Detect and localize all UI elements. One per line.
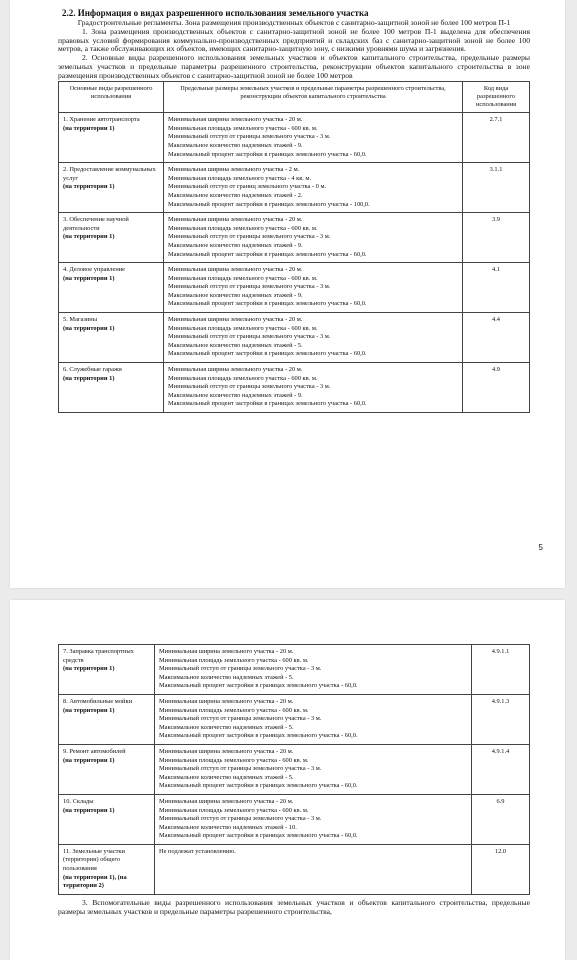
land-use-table-page-1 [58, 81, 530, 413]
parameter-line: Максимальное количество надземных этажей - 5. [159, 723, 294, 731]
table-header-row [59, 81, 530, 113]
territory-label: (на территории 1) [63, 806, 115, 814]
table-row [59, 213, 530, 263]
parameters-cell [155, 744, 472, 794]
page-1-content [58, 8, 530, 413]
parameter-line: Минимальный отступ от границ земельного участка - 0 м. [168, 183, 327, 191]
parameter-line: Максимальное количество надземных этажей - 9. [168, 241, 303, 249]
parameter-line: Максимальный процент застройки в границах земельного участка - 60,0. [168, 150, 367, 158]
parameter-line: Минимальная ширина земельного участка - 20 м. [168, 216, 303, 224]
use-type-cell [59, 794, 155, 844]
parameter-line: Максимальный процент застройки в границах земельного участка - 60,0. [168, 300, 367, 308]
parameter-line: Минимальная ширина земельного участка - 20 м. [159, 747, 294, 755]
use-type-cell [59, 694, 155, 744]
parameter-line: Минимальный отступ от границы земельного участка - 3 м. [159, 665, 322, 673]
parameter-line: Минимальная ширина земельного участка - 20 м. [168, 366, 303, 374]
use-code-cell: 12.0 [472, 844, 530, 894]
parameter-line: Минимальный отступ от границы земельного участка - 3 м. [168, 283, 331, 291]
parameters-cell [164, 313, 463, 363]
use-type-cell [59, 645, 155, 695]
table-row [59, 363, 530, 413]
parameter-line: Минимальная площадь земельного участка - 600 кв. м. [159, 656, 309, 664]
table-row [59, 263, 530, 313]
parameter-line: Минимальная площадь земельного участка - 600 кв. м. [168, 224, 318, 232]
parameters-cell [164, 163, 463, 213]
use-type-cell [59, 163, 164, 213]
parameter-line: Максимальное количество надземных этажей - 5. [168, 341, 303, 349]
use-code-cell: 3.1.1 [463, 163, 530, 213]
parameter-line: Минимальная ширина земельного участка - 20 м. [168, 116, 303, 124]
use-type-name: 6. Служебные гаражи [63, 366, 122, 374]
use-type-name: 4. Деловое управление [63, 266, 126, 274]
parameter-line: Минимальная площадь земельного участка - 600 кв. м. [168, 374, 318, 382]
parameter-line: Максимальный процент застройки в границах земельного участка - 60,0. [159, 682, 358, 690]
use-type-name: 9. Ремонт автомобилей [63, 747, 126, 755]
use-code-cell: 6.9 [472, 794, 530, 844]
territory-label: (на территории 1), (на территории 2) [63, 873, 127, 890]
use-type-name: 7. Заправка транспортных средств [63, 648, 134, 664]
table-row [59, 163, 530, 213]
parameter-line: Максимальное количество надземных этажей - 5. [159, 773, 294, 781]
use-code-cell: 4.4 [463, 313, 530, 363]
parameter-line: Максимальное количество надземных этажей - 10. [159, 823, 297, 831]
parameter-line: Максимальный процент застройки в границах земельного участка - 60,0. [168, 350, 367, 358]
header-code: Код вида разрешенного использования [463, 81, 530, 113]
parameter-line: Минимальная площадь земельного участка - 4 кв. м. [168, 174, 312, 182]
parameters-cell [164, 213, 463, 263]
territory-label: (на территории 1) [63, 665, 115, 673]
table-row [59, 113, 530, 163]
page-number: 5 [538, 543, 543, 552]
parameter-line: Минимальная ширина земельного участка - 20 м. [159, 797, 294, 805]
territory-label: (на территории 1) [63, 233, 115, 241]
use-code-cell: 2.7.1 [463, 113, 530, 163]
use-type-cell [59, 363, 164, 413]
parameter-line: Минимальная ширина земельного участка - 20 м. [168, 266, 303, 274]
use-type-name: 1. Хранение автотранспорта [63, 116, 140, 124]
use-code-cell: 4.9.1.1 [472, 645, 530, 695]
zone-description-paragraph: 1. Зона размещения производственных объектов с санитарно-защитной зоной не более 100 метров П-1 выделена для обеспечения правовых условий формирования коммунально-производственных предприятий и складских баз с санитарно-защитной зоной не более 100 метров, а также обслуживающих их объектов, имеющих санитарно-защитную зону, с низкими уровнями шума и загрязнения. [58, 26, 530, 54]
use-type-name: 2. Предоставление коммунальных услуг [63, 166, 156, 182]
parameter-line: Максимальный процент застройки в границах земельного участка - 60,0. [159, 732, 358, 740]
use-type-cell [59, 744, 155, 794]
parameter-line: Максимальный процент застройки в границах земельного участка - 60,0. [159, 782, 358, 790]
parameter-line: Минимальный отступ от границы земельного участка - 3 м. [168, 383, 331, 391]
regulations-paragraph: Градостроительные регламенты. Зона размещения производственных объектов с санитарно-защитной зоной не более 100 метров П-1 [77, 18, 511, 27]
table-row [59, 313, 530, 363]
parameter-line: Минимальная площадь земельного участка - 600 кв. м. [168, 124, 318, 132]
territory-label: (на территории 1) [63, 183, 115, 191]
table-row [59, 744, 530, 794]
use-code-cell: 3.9 [463, 213, 530, 263]
use-type-cell [59, 844, 155, 894]
main-uses-paragraph: 2. Основные виды разрешенного использования земельных участков и объектов капитального строительства, предельные размеры земельных участков и предельные параметры разрешенного строительства, реконструкции объектов капитального строительства в зоне размещения производственных объектов с санитарно-защитной зоной не более 100 метров [58, 53, 530, 80]
parameter-line: Минимальная площадь земельного участка - 600 кв. м. [159, 756, 309, 764]
page-2-content [58, 644, 530, 916]
parameter-line: Минимальная ширина земельного участка - 20 м. [159, 648, 294, 655]
territory-label: (на территории 1) [63, 124, 115, 132]
territory-label: (на территории 1) [63, 324, 115, 332]
parameters-cell [164, 363, 463, 413]
use-code-cell: 4.1 [463, 263, 530, 313]
territory-label: (на территории 1) [63, 706, 115, 714]
use-type-name: 8. Автомобильные мойки [63, 697, 132, 705]
use-type-name: 5. Магазины [63, 316, 98, 324]
parameter-line: Минимальная ширина земельного участка - 2 м. [168, 166, 300, 174]
use-type-name: 10. Склады [63, 797, 94, 805]
parameter-line: Минимальный отступ от границы земельного участка - 3 м. [168, 233, 331, 241]
use-code-cell: 4.9.1.4 [472, 744, 530, 794]
header-use-types: Основные виды разрешенного использования [59, 81, 164, 113]
parameter-line: Минимальная площадь земельного участка - 600 кв. м. [159, 706, 309, 714]
parameter-line: Минимальная ширина земельного участка - 20 м. [168, 316, 303, 324]
land-use-table-page-2 [58, 644, 530, 895]
parameter-line: Минимальный отступ от границы земельного участка - 3 м. [168, 333, 331, 341]
use-type-cell [59, 113, 164, 163]
parameters-cell [155, 645, 472, 695]
parameter-line: Минимальный отступ от границы земельного участка - 3 м. [159, 815, 322, 823]
parameter-line: Минимальная площадь земельного участка - 600 кв. м. [159, 806, 309, 814]
header-parameters: Предельные размеры земельных участков и предельные параметры разрешенного строительства, реконструкции объектов капитального строительства [164, 81, 463, 113]
parameters-cell [155, 694, 472, 744]
territory-label: (на территории 1) [63, 274, 115, 282]
parameter-line: Минимальный отступ от границы земельного участка - 3 м. [159, 765, 322, 773]
table-row [59, 844, 530, 894]
parameters-cell [164, 113, 463, 163]
parameter-line: Максимальный процент застройки в границах земельного участка - 60,0. [159, 832, 358, 840]
use-type-name: 11. Земельные участки (территории) общего пользования [63, 847, 125, 873]
use-code-cell: 4.9.1.3 [472, 694, 530, 744]
parameter-line: Минимальный отступ от границы земельного участка - 3 м. [168, 133, 331, 141]
parameter-line: Минимальный отступ от границы земельного участка - 3 м. [159, 715, 322, 723]
parameter-line: Максимальное количество надземных этажей - 2. [168, 191, 303, 199]
use-code-cell: 4.9 [463, 363, 530, 413]
parameters-cell [155, 794, 472, 844]
parameter-line: Не подлежат установлению. [159, 847, 236, 855]
parameter-line: Максимальное количество надземных этажей - 9. [168, 391, 303, 399]
parameters-cell [155, 844, 472, 894]
parameter-line: Минимальная площадь земельного участка - 600 кв. м. [168, 274, 318, 282]
use-type-cell [59, 313, 164, 363]
document-page-1 [10, 0, 565, 588]
auxiliary-uses-paragraph: 3. Вспомогательные виды разрешенного использования земельных участков и объектов капитального строительства, предельные размеры земельных участков и предельные параметры разрешенного строительства, [58, 897, 530, 916]
use-type-name: 3. Обеспечение научной деятельности [63, 216, 129, 232]
section-title: 2.2. Информация о видах разрешенного использования земельного участка [62, 8, 369, 18]
parameter-line: Максимальный процент застройки в границах земельного участка - 60,0. [168, 250, 367, 258]
parameter-line: Минимальная ширина земельного участка - 20 м. [159, 697, 294, 705]
parameters-cell [164, 263, 463, 313]
parameter-line: Максимальное количество надземных этажей - 9. [168, 291, 303, 299]
territory-label: (на территории 1) [63, 374, 115, 382]
use-type-cell [59, 263, 164, 313]
parameter-line: Максимальное количество надземных этажей - 9. [168, 141, 303, 149]
table-row [59, 694, 530, 744]
territory-label: (на территории 1) [63, 756, 115, 764]
parameter-line: Минимальная площадь земельного участка - 600 кв. м. [168, 324, 318, 332]
table-row [59, 645, 530, 695]
use-type-cell [59, 213, 164, 263]
parameter-line: Максимальное количество надземных этажей - 5. [159, 673, 294, 681]
document-page-2 [10, 600, 565, 960]
table-row [59, 794, 530, 844]
parameter-line: Максимальный процент застройки в границах земельного участка - 100,0. [168, 200, 370, 208]
parameter-line: Максимальный процент застройки в границах земельного участка - 60,0. [168, 400, 367, 408]
